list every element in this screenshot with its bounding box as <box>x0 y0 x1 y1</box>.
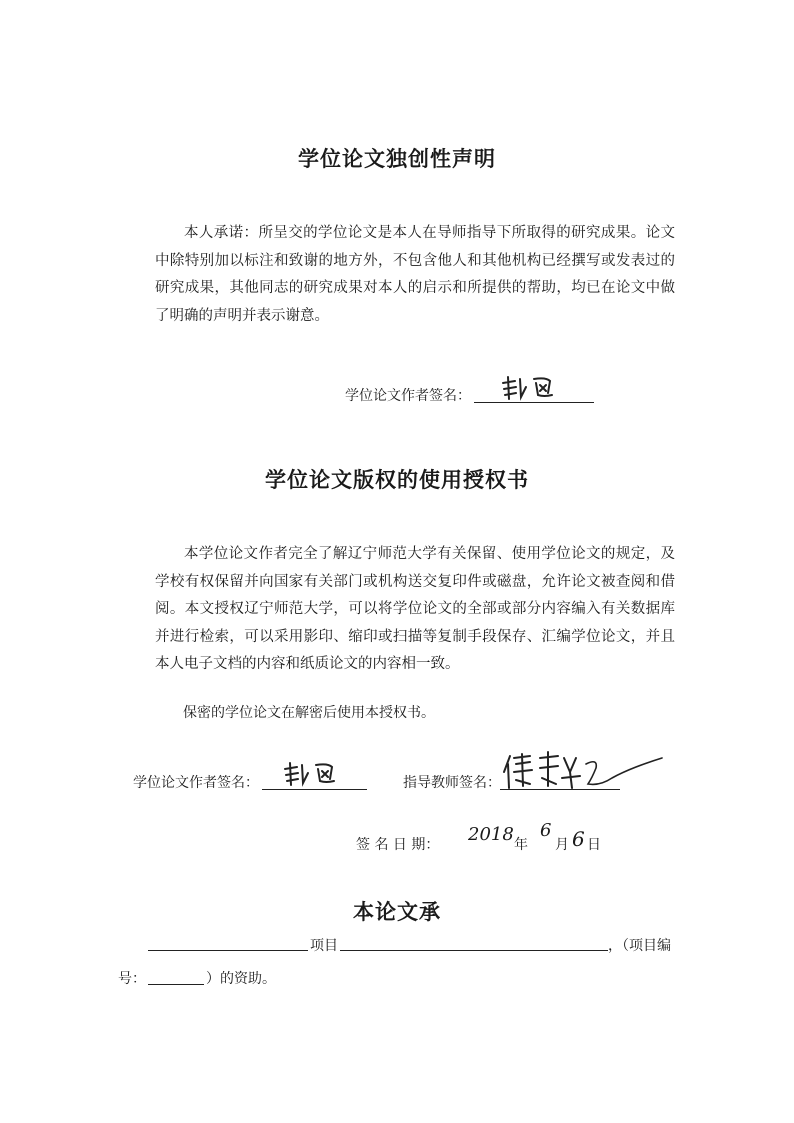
funding-source-blank <box>148 950 308 951</box>
funding-title: 本论文承 <box>353 900 441 924</box>
date-month-handwritten: 6 <box>540 820 552 841</box>
date-month-unit: 月 <box>555 837 569 853</box>
declaration-body: 本人承诺：所呈交的学位论文是本人在导师指导下所取得的研究成果。论文中除特别加以标注和致谢的地方外，不包含他人和其他机构已经撰写或发表过的研究成果，其他同志的研究成果对本人的启示和所提供的帮助，均已在论文中做了明确的声明并表示谢意。 <box>155 225 675 324</box>
declaration-title: 学位论文独创性声明 <box>298 147 496 171</box>
authorization-author-handwritten-signature <box>282 759 342 789</box>
declaration-author-handwritten-signature <box>500 373 560 403</box>
author-signature-underline <box>262 789 367 790</box>
date-year-handwritten: 2018 <box>468 824 514 845</box>
date-year-unit: 年 <box>514 837 528 853</box>
funding-project-number-blank <box>148 984 204 985</box>
confidential-note: 保密的学位论文在解密后使用本授权书。 <box>183 705 435 721</box>
authorization-body: 本学位论文作者完全了解辽宁师范大学有关保留、使用学位论文的规定，及学校有权保留并向国家有关部门或机构送交复印件或磁盘，允许论文被查阅和借阅。本文授权辽宁师范大学，可以将学位论文的全部或部分内容编入有关数据库并进行检索，可以采用影印、缩印或扫描等复制手段保存、汇编学位论文，并且本人电子文档的内容和纸质论文的内容相一致。 <box>155 546 675 672</box>
advisor-signature-label: 指导教师签名： <box>403 775 501 791</box>
date-day-unit: 日 <box>587 837 601 853</box>
authorization-title: 学位论文版权的使用授权书 <box>265 468 529 492</box>
date-day-handwritten: 6 <box>572 827 585 851</box>
authorization-author-signature-label: 学位论文作者签名： <box>133 775 259 791</box>
funding-project-blank <box>340 950 608 951</box>
date-label: 签 名 日 期： <box>356 837 440 853</box>
funding-project-label: 项目 <box>310 938 338 954</box>
declaration-author-signature-label: 学位论文作者签名： <box>345 388 471 404</box>
funding-project-number-label: 号： <box>118 971 146 987</box>
advisor-handwritten-signature <box>500 748 665 792</box>
funding-project-number-open: ，（项目编 <box>608 938 671 954</box>
funding-project-number-close: ）的资助。 <box>206 971 276 987</box>
